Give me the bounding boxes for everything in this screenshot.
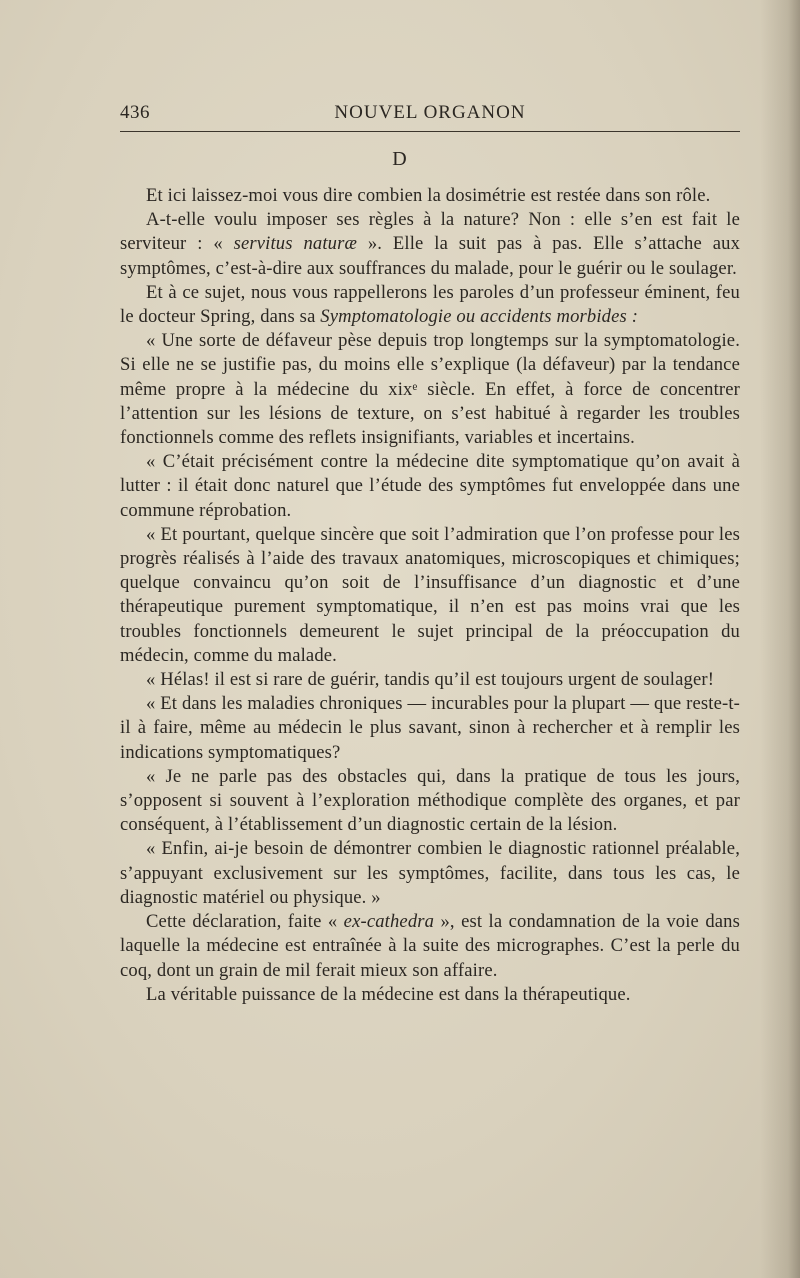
paragraph	[120, 692, 740, 765]
paragraph	[120, 837, 740, 910]
section-letter: D	[392, 148, 408, 170]
italic-text: servitus naturæ	[233, 233, 358, 255]
header-rule	[120, 131, 740, 132]
paragraph	[120, 208, 740, 281]
text-run: « Une sorte de défaveur pèse depuis trop longtemps sur la symptomatologie. Si elle ne se justifie pas, du moins elle s’explique (la défaveur) par la tendance même propre à la médecine du xixᵉ siècle. En effet, à force de concentrer l’attention sur les lésions de texture, on s’est habitué à regarder les troubles fonctionnels comme des reflets insignifiants, variables et incertains.	[120, 330, 740, 449]
text-run: A-t-elle voulu imposer ses règles à la nature? Non : elle s’en est fait le serviteur : «	[120, 209, 740, 255]
page-number: 436	[120, 102, 150, 123]
paragraph	[120, 668, 740, 692]
paragraph	[120, 765, 740, 838]
italic-text: ex-cathedra	[343, 911, 435, 933]
text-run: « Et dans les maladies chroniques — incurables pour la plupart — que reste-t-il à faire, même au médecin le plus savant, sinon à rechercher et à remplir les indications symptomatiques?	[120, 693, 740, 763]
paragraph	[120, 450, 740, 523]
page-header	[120, 100, 740, 134]
running-title: NOUVEL ORGANON	[334, 102, 526, 123]
paragraph	[120, 184, 740, 208]
paragraph	[120, 523, 740, 668]
text-run: « C’était précisément contre la médecine dite symptomatique qu’on avait à lutter : il était donc naturel que l’étude des symptômes fut enveloppée dans une commune réprobation.	[120, 451, 740, 521]
text-run: Et ici laissez-moi vous dire combien la dosimétrie est restée dans son rôle.	[146, 185, 711, 206]
paragraph	[120, 281, 740, 329]
paragraph	[120, 910, 740, 983]
paragraph	[120, 329, 740, 450]
text-run: ». Elle la suit pas à pas. Elle s’attache aux symptômes, c’est-à-dire aux souffrances du malade, pour le guérir ou le soulager.	[120, 233, 741, 279]
italic-text: Symptomatologie ou accidents morbides :	[320, 306, 639, 328]
text-run: « Je ne parle pas des obstacles qui, dans la pratique de tous les jours, s’opposent si souvent à l’exploration méthodique complète des organes, et par conséquent, à l’établissement d’un diagnostic certain de la lésion.	[120, 765, 740, 836]
text-run: », est la condamnation de la voie dans laquelle la médecine est entraînée à la suite des micrographes. C’est la perle du coq, dont un grain de mil ferait mieux son affaire.	[120, 911, 740, 981]
text-run: Cette déclaration, faite «	[146, 911, 344, 933]
text-run: « Et pourtant, quelque sincère que soit l’admiration que l’on professe pour les progrès réalisés à l’aide des travaux anatomiques, microscopiques et chimiques; quelque convaincu qu’on soit de l’insuffisance d’un diagnostic et d’une thérapeutique purement symptomatique, il n’en est pas moins vrai que les troubles fonctionnels demeurent le sujet principal de la préoccupation du médecin, comme du malade.	[120, 523, 740, 666]
body-text	[120, 184, 740, 1007]
page-edge-shadow	[760, 0, 800, 1278]
text-run: Et à ce sujet, nous vous rappellerons les paroles d’un professeur éminent, feu le docteur Spring, dans sa	[120, 281, 740, 328]
text-run: « Enfin, ai-je besoin de démontrer combien le diagnostic rationnel préalable, s’appuyant exclusivement sur les symptômes, facilite, dans tous les cas, le diagnostic matériel ou physique. »	[120, 838, 740, 908]
paragraph	[120, 983, 740, 1007]
text-run: La véritable puissance de la médecine est dans la thérapeutique.	[146, 983, 631, 1005]
text-run: « Hélas! il est si rare de guérir, tandis qu’il est toujours urgent de soulager!	[146, 669, 715, 691]
